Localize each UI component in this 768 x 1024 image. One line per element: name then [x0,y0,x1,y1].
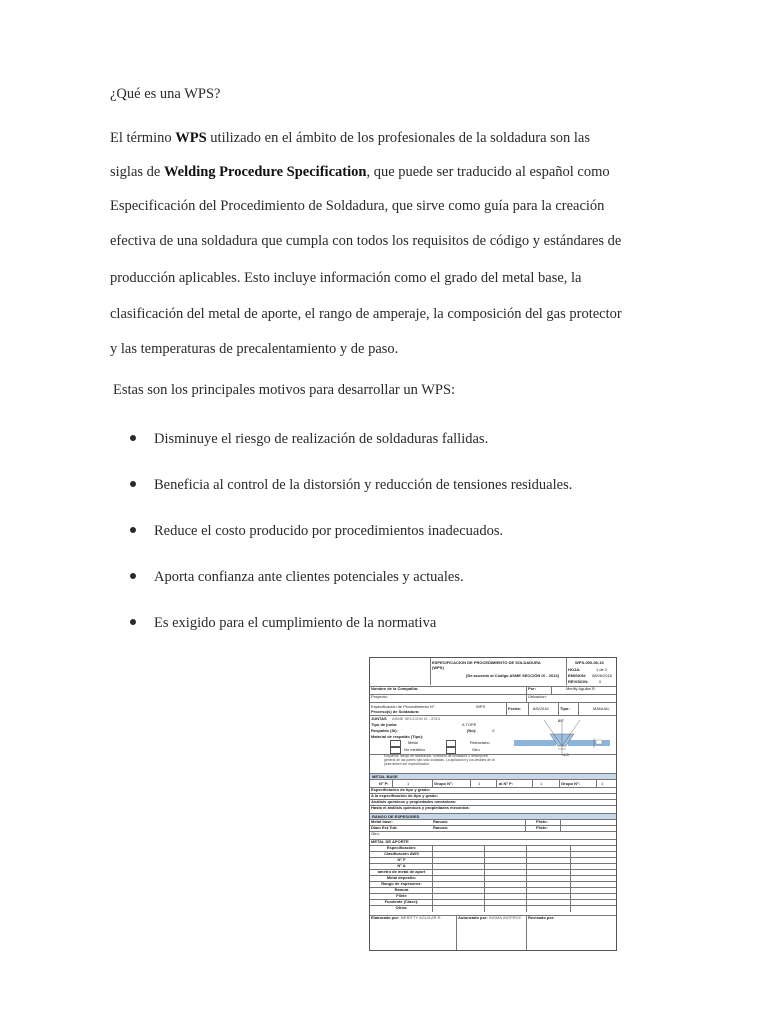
form-aporte-label: Especificación: [386,846,417,850]
page-heading: ¿Qué es una WPS? [110,86,221,102]
form-grupo-label: Grupo N°: [432,780,470,788]
paragraph-text: Especificación del Procedimiento de Soldadura, que sirve como guía para la creación [110,198,605,214]
form-aporte-cell [570,906,616,912]
form-grupo2-value: 1 [596,780,616,788]
form-proyecto-label: Proyecto: [371,695,388,699]
form-procesos-label: Proceso(s) de Soldadura: [371,709,420,714]
form-aporte-label: Ranura [394,888,409,892]
form-fecha-label: Fecha: [506,703,528,715]
form-tipo-junta-label: Tipo de junta: [371,722,398,727]
form-autorizado-text: Autorizado por: [458,916,488,920]
bullet-text: Aporta confianza ante clientes potenciales y actuales. [154,569,464,585]
paragraph-text: utilizado en el ámbito de los profesionales de la soldadura son las [206,130,591,146]
form-otro-option: Otro [472,747,480,752]
form-p-no-label: N° P: [379,781,389,786]
form-ubicacion-label: Ubicacion: [526,695,616,703]
bullet-dot-icon [130,481,136,487]
form-revision-label: REVISION: [568,679,589,684]
paragraph-bold-term: Welding Procedure Specification [163,164,367,180]
paragraph-line [110,233,621,250]
form-tipo-value: MANUAL [578,703,616,715]
form-elaborado-text: Elaborado por: [371,916,400,920]
paragraph-text: efectiva de una soldadura que cumpla con todos los requisitos de código y estándares de [110,233,622,249]
paragraph-text: El término [110,130,176,146]
form-aporte-cell [526,906,570,912]
weld-angle-label: 60° [558,718,565,723]
paragraph-line [110,130,590,147]
paragraph-text: y las temperaturas de precalentamiento y de paso. [110,341,399,357]
bullet-item [130,523,503,540]
form-no-label: (No): [467,728,477,733]
bullet-dot-icon [130,527,136,533]
form-respaldo-label: Respaldo (Si): [371,728,398,733]
form-revision-value: 0 [599,679,602,684]
form-emision-value: 08/06/2016 [592,673,613,678]
paragraph-line [110,341,398,358]
bullet-text: Disminuye el riesgo de realización de soldaduras fallidas. [154,431,489,447]
form-section-aporte: METAL DE APORTE [371,840,409,844]
form-rango-metal-base: Metal base: [371,820,393,824]
form-rango-ranura: Ranura: [433,820,449,824]
form-aporte-label: Fundente (Clase): [384,900,419,904]
bullet-text: Es exigido para el cumplimiento de la normativa [154,615,437,631]
form-aporte-label: Clasificación AWS [384,852,419,856]
form-grupo-value: 1 [470,780,496,788]
intro-text: Estas son los principales motivos para desarrollar un WPS: [113,382,456,398]
form-autorizado-value: INGMA INGPROC [488,916,522,920]
form-por-value: Merilly Aguilar R. [551,687,616,695]
form-emision-label: EMISION: [568,673,587,678]
form-rango-otro: Otro: [371,832,380,836]
form-espec-value: WPS [476,704,486,709]
form-hoja-label: HOJA: [568,667,581,672]
form-hoja-value: 1 de 2 [596,667,608,672]
form-juntas-label: JUNTAS [371,716,387,721]
form-espec-tipo: Especificación de tipo y grado: [371,788,431,792]
form-section-rango: RANGO DE ESPESORES [370,813,616,819]
form-grupo2-label: Grupo N°: [559,780,596,788]
bullet-dot-icon [130,619,136,625]
form-aporte-label: Filete [396,894,407,898]
paragraph-bold-term: WPS [175,130,207,146]
form-por-label: Por: [526,687,551,695]
paragraph-line [110,270,582,287]
bullet-item [130,477,572,494]
form-aporte-label: N° A [397,864,406,868]
form-analisis: Análisis químicos y propiedades mecánicas: [371,800,457,804]
paragraph-line [110,306,622,323]
paragraph-text: clasificación del metal de aporte, el rango de amperaje, la composición del gas protector [110,306,622,322]
form-aporte-cell [484,906,526,912]
wps-form-image [369,657,617,951]
bullet-item [130,431,488,448]
bullet-item [130,569,464,586]
form-elaborado-label [370,916,456,951]
form-hasta: Hasta el análisis químicos y propiedades mecanica: [371,806,470,810]
form-aporte-label: N° F [397,858,406,862]
form-aporte-label: ametro de metal de aport [377,870,426,874]
form-rango-diam: Diam Ext.Tub: [371,826,398,830]
paragraph-text: siglas de [110,164,164,180]
form-no-metalico-option: No metálico [404,747,426,752]
paragraph-line [110,164,610,181]
form-subtitle: (De acuerdo al Código ASME SECCIÓN IX - 2013) [466,673,559,678]
bullet-item [130,615,436,632]
form-aporte-label: Metal deposito: [386,876,417,880]
form-revisado-label: Revisado por: [526,916,616,951]
form-al-p-value: 1 [532,780,559,788]
paragraph-line [110,198,604,215]
weld-gap-label: 4.8 [563,752,569,757]
form-fecha-value: 8/6/2016 [528,703,558,715]
form-tipo-label: Tipo: [558,703,578,715]
bullet-dot-icon [130,435,136,441]
form-tipo-junta-value: A TOPE [462,722,477,727]
form-a-espec: A la especificación de tipo y grado: [371,794,438,798]
bullet-dot-icon [130,573,136,579]
form-autorizado-label [456,916,526,951]
form-rango-filete: Filete: [525,820,560,826]
form-retractario-option: Retractario [470,740,490,745]
form-p-no-value: 1 [392,780,432,788]
form-material-label: Material de respaldo (Tipo): [371,734,424,739]
form-section-metal-base: METAL BASE [370,773,616,779]
bullet-text: Reduce el costo producido por procedimientos inadecuados. [154,523,504,539]
form-aporte-label: Rango de espesores: [381,882,422,886]
paragraph-text: producción aplicables. Esto incluye información como el grado del metal base, la [110,270,582,286]
form-al-p-label: al N° P: [496,780,532,788]
paragraph-text: , que puede ser traducido al español como [366,164,610,180]
form-espec-label: Especificación de Procedimiento N°: [371,704,436,709]
form-aporte-label: Otros: [395,906,408,910]
form-rango-filete2: Filete: [525,826,560,832]
form-title: ESPECIFICACION DE PROCEDIMIENTO DE SOLDADURA (WPS) [432,660,541,670]
form-code: WPS-000-06-16 [575,660,604,665]
form-note: Esquema, dibujo de fabricación, símbolos de soldadura o descripción general de las partes han sido soldadas. La aplicación y los detalles de la junta deben ser especificados. [384,754,495,766]
form-aporte-cell [432,906,484,912]
form-metal-option: Metal [408,740,418,745]
form-juntas-value: ASME SECCION IX - 2013 [392,716,441,721]
bullet-text: Beneficia al control de la distorsión y reducción de tensiones residuales. [154,477,573,493]
form-no-value: X [492,728,495,733]
form-rango-ranura2: Ranura: [433,826,449,830]
form-company-label: Nombre de la Compañía: [371,687,419,691]
form-elaborado-value: MERITTY AGUILAR R. [400,916,442,920]
